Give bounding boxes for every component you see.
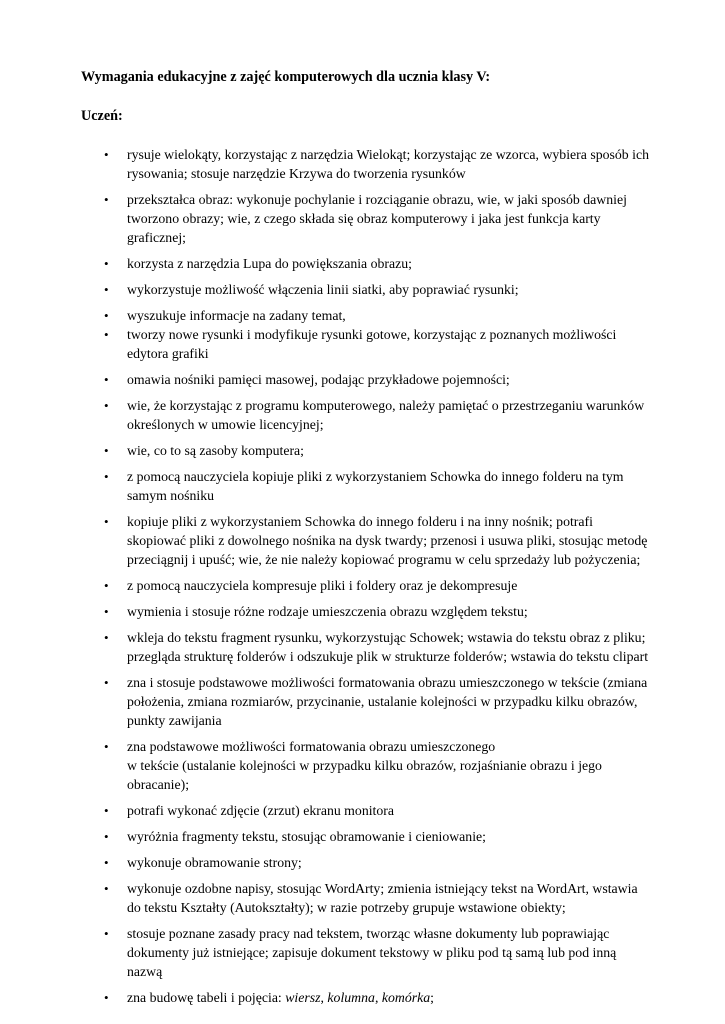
bullet-icon: • xyxy=(104,398,109,413)
list-item: • zna i stosuje podstawowe możliwości formatowania obrazu umieszczonego w tekście (zmiana położenia, zmiana rozmiarów, przycinanie, ustalanie kolejności w przypadku kilku obrazów, punkty zawijania xyxy=(104,675,648,728)
list-item: • z pomocą nauczyciela kopiuje pliki z wykorzystaniem Schowka do innego folderu na tym samym nośniku xyxy=(104,469,624,503)
list-item: • kopiuje pliki z wykorzystaniem Schowka do innego folderu i na inny nośnik; potrafi skopiować pliki z dowolnego nośnika na dysk twardy; przenosi i usuwa pliki, stosując metodę przeciągnij i upuść; wie, że nie należy kopiować programu w celu sprzedaży lub pożyczenia; xyxy=(104,514,648,567)
bullet-icon: • xyxy=(104,675,109,690)
bullet-icon: • xyxy=(104,604,109,619)
list-item: • stosuje poznane zasady pracy nad tekstem, tworząc własne dokumenty lub poprawiając dokumenty już istniejące; zapisuje dokument tekstowy w pliku pod tą samą lub pod inną nazwą xyxy=(104,926,617,979)
bullet-icon: • xyxy=(104,990,109,1005)
requirements-list xyxy=(0,145,725,1014)
list-item: • z pomocą nauczyciela kompresuje pliki i foldery oraz je dekompresuje xyxy=(104,578,518,593)
bullet-icon: • xyxy=(104,855,109,870)
list-item: • przekształca obraz: wykonuje pochylanie i rozciąganie obrazu, wie, w jaki sposób dawniej tworzono obrazy; wie, z czego składa się obraz komputerowy i jaka jest funkcja karty graficznej; xyxy=(104,192,627,245)
list-item: • zna budowę tabeli i pojęcia: wiersz, kolumna, komórka; xyxy=(104,990,434,1005)
list-item: • wie, co to są zasoby komputera; xyxy=(104,443,305,458)
list-item: • potrafi wykonać zdjęcie (zrzut) ekranu monitora xyxy=(104,803,394,818)
bullet-icon: • xyxy=(104,192,109,207)
list-item: • wymienia i stosuje różne rodzaje umieszczenia obrazu względem tekstu; xyxy=(104,604,528,619)
bullet-icon: • xyxy=(104,630,109,645)
list-item: • wyszukuje informacje na zadany temat, xyxy=(104,308,346,323)
bullet-icon: • xyxy=(104,803,109,818)
bullet-icon: • xyxy=(104,308,109,323)
bullet-icon: • xyxy=(104,514,109,529)
document-subtitle: Uczeń: xyxy=(81,108,123,124)
list-item: • omawia nośniki pamięci masowej, podając przykładowe pojemności; xyxy=(104,372,510,387)
list-item: • wyróżnia fragmenty tekstu, stosując obramowanie i cieniowanie; xyxy=(104,829,486,844)
bullet-icon: • xyxy=(104,372,109,387)
list-item: • wkleja do tekstu fragment rysunku, wykorzystując Schowek; wstawia do tekstu obraz z pliku; przegląda strukturę folderów i odszukuje plik w strukturze folderów; wstawia do tekstu clipart xyxy=(104,630,649,664)
bullet-icon: • xyxy=(104,256,109,271)
bullet-icon: • xyxy=(104,739,109,754)
bullet-icon: • xyxy=(104,147,109,162)
list-item: • tworzy nowe rysunki i modyfikuje rysunki gotowe, korzystając z poznanych możliwości edytora grafiki xyxy=(104,327,617,361)
bullet-icon: • xyxy=(104,327,109,342)
bullet-icon: • xyxy=(104,881,109,896)
bullet-icon: • xyxy=(104,443,109,458)
list-item: • rysuje wielokąty, korzystając z narzędzia Wielokąt; korzystając ze wzorca, wybiera sposób ich rysowania; stosuje narzędzie Krzywa do tworzenia rysunków xyxy=(104,147,649,181)
list-item: • wykorzystuje możliwość włączenia linii siatki, aby poprawiać rysunki; xyxy=(104,282,519,297)
bullet-icon: • xyxy=(104,469,109,484)
term-italic: kolumna xyxy=(327,990,375,1005)
list-item: • wykonuje ozdobne napisy, stosując WordArty; zmienia istniejący tekst na WordArt, wstawia do tekstu Kształty (Autokształty); w razie potrzeby grupuje wstawione obiekty; xyxy=(104,881,638,915)
bullet-icon: • xyxy=(104,926,109,941)
term-italic: wiersz xyxy=(285,990,321,1005)
bullet-icon: • xyxy=(104,578,109,593)
document-title: Wymagania edukacyjne z zajęć komputerowych dla ucznia klasy V: xyxy=(81,69,491,85)
list-item: • korzysta z narzędzia Lupa do powiększania obrazu; xyxy=(104,256,413,271)
bullet-icon: • xyxy=(104,829,109,844)
list-item: • wie, że korzystając z programu komputerowego, należy pamiętać o przestrzeganiu warunków określonych w umowie licencyjnej; xyxy=(104,398,645,432)
bullet-icon: • xyxy=(104,282,109,297)
list-item: • zna podstawowe możliwości formatowania obrazu umieszczonego w tekście (ustalanie kolejności w przypadku kilku obrazów, rozjaśnianie obrazu i jego obracanie); xyxy=(104,739,602,792)
term-italic: komórka xyxy=(381,990,431,1005)
list-item: • wykonuje obramowanie strony; xyxy=(104,855,302,870)
